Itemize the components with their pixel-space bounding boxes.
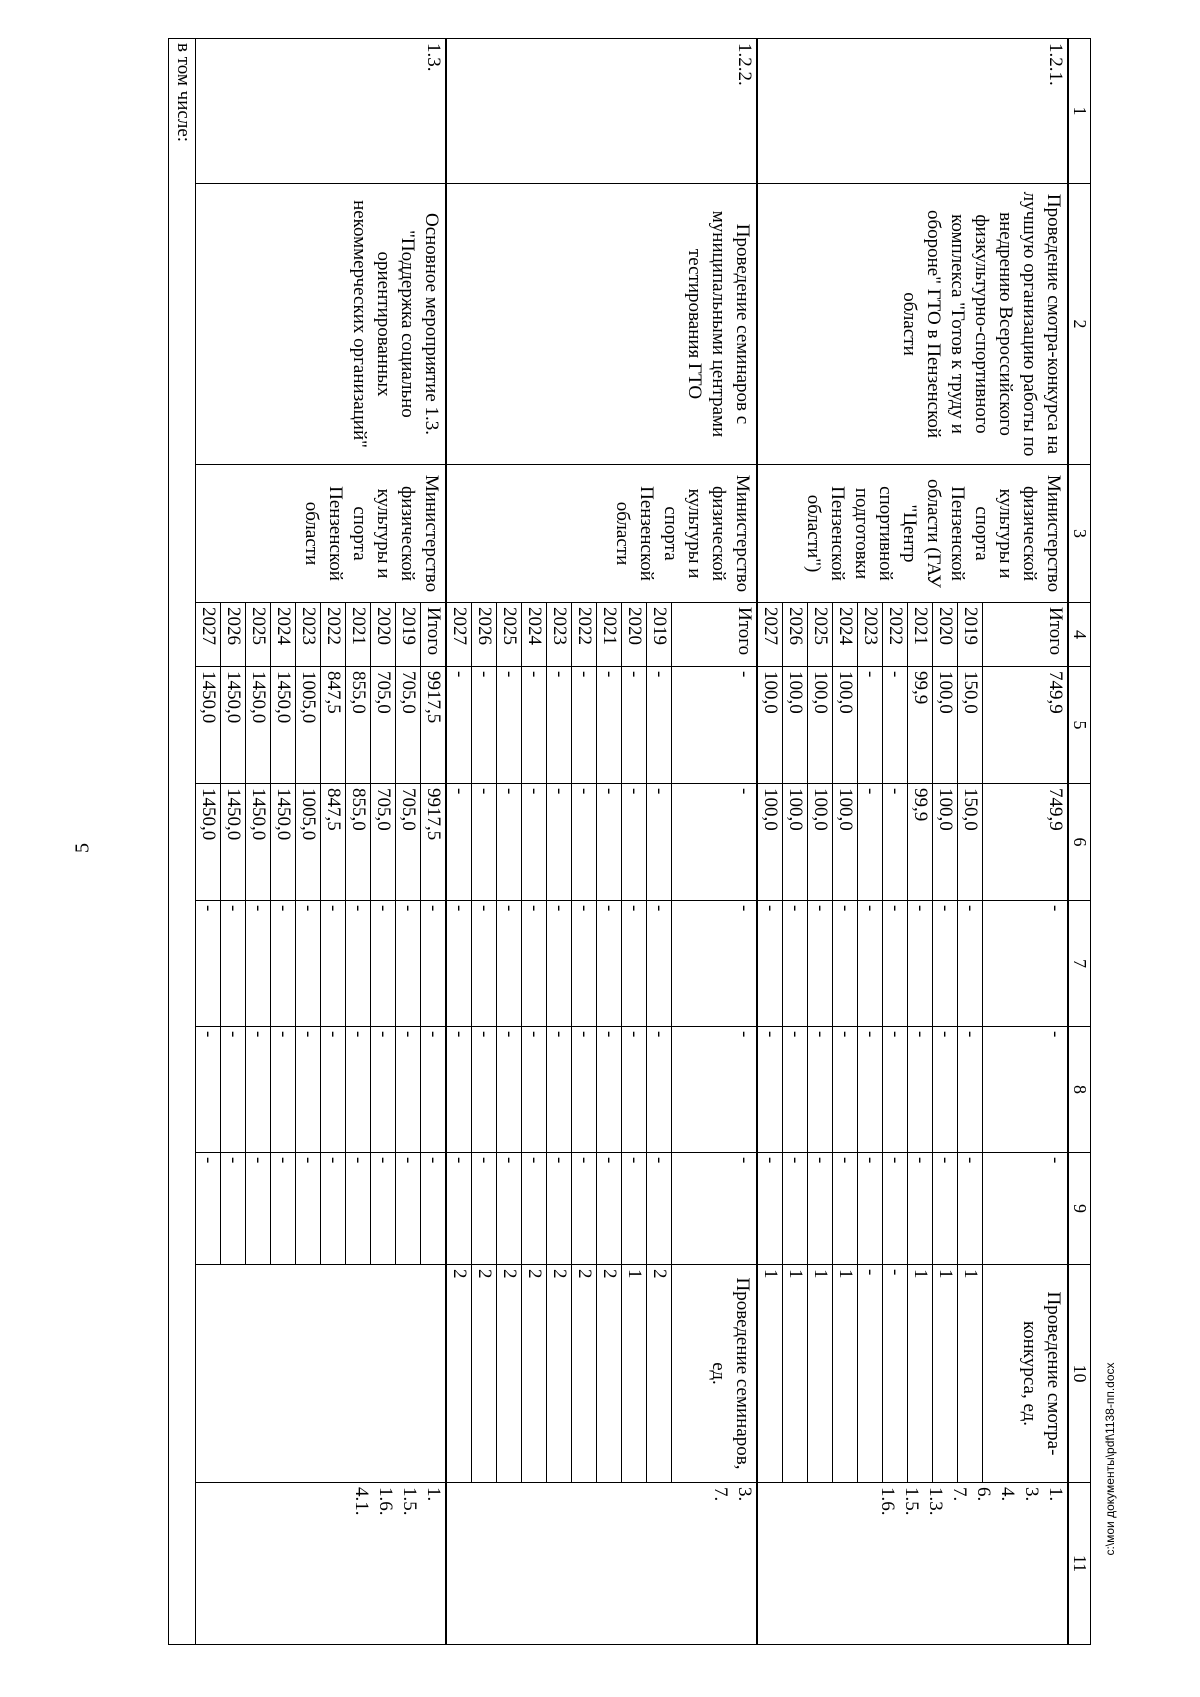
local-budget-cell: - <box>446 1027 472 1153</box>
other-sources-cell: - <box>572 1153 597 1265</box>
regional-budget-cell: 99,9 <box>908 784 933 901</box>
other-sources-cell: - <box>808 1153 833 1265</box>
local-budget-cell: - <box>808 1027 833 1153</box>
indicator-value: 2 <box>472 1265 497 1483</box>
regional-budget-cell: - <box>446 784 472 901</box>
regional-budget-cell: - <box>547 784 572 901</box>
indicator-value: 2 <box>446 1265 472 1483</box>
indicator-value: 1 <box>622 1265 647 1483</box>
indicator-value: 2 <box>647 1265 672 1483</box>
other-sources-cell: - <box>622 1153 647 1265</box>
indicator-code: 1.5. <box>399 1487 420 1516</box>
indicator-code: 1.3. <box>925 1487 946 1516</box>
year-cell: 2025 <box>808 603 833 667</box>
other-sources-cell: - <box>647 1153 672 1265</box>
measure-number: 1.2.2. <box>446 39 757 184</box>
col-label-9: 9 <box>1068 1153 1091 1265</box>
local-budget-cell: - <box>572 1027 597 1153</box>
indicator-value: 1 <box>757 1265 783 1483</box>
total-funding-cell: 100,0 <box>933 667 958 784</box>
column-number-row <box>1068 39 1091 1645</box>
total-funding-cell: 1450,0 <box>196 667 221 784</box>
other-sources-cell: - <box>246 1153 271 1265</box>
federal-budget-cell: - <box>908 901 933 1027</box>
local-budget-cell: - <box>983 1027 1069 1153</box>
total-funding-cell: 100,0 <box>808 667 833 784</box>
local-budget-cell: - <box>833 1027 858 1153</box>
measure-executor: Министерство физической культуры и спорта Пензенской области (ГАУ "Центр спортивной подготовки Пензенской области") <box>757 465 1068 603</box>
indicator-code: 1. <box>423 1487 444 1502</box>
federal-budget-cell: - <box>321 901 346 1027</box>
regional-budget-cell: 847,5 <box>321 784 346 901</box>
federal-budget-cell: - <box>933 901 958 1027</box>
local-budget-cell: - <box>346 1027 371 1153</box>
indicator-value: - <box>883 1265 908 1483</box>
indicator-code: 1.6. <box>877 1487 898 1516</box>
col-label-10: 10 <box>1068 1265 1091 1483</box>
indicator-value: 2 <box>572 1265 597 1483</box>
year-cell: 2021 <box>908 603 933 667</box>
local-budget-cell: - <box>421 1027 447 1153</box>
measure-name: Проведение смотра-конкурса на лучшую организацию работы по внедрению Всероссийского физкультурно-спортивного комплекса "Готов к труду и обороне" ГТО в Пензенской области <box>757 184 1068 465</box>
col-label-8: 8 <box>1068 1027 1091 1153</box>
indicator-value: 2 <box>522 1265 547 1483</box>
total-funding-cell: 705,0 <box>371 667 396 784</box>
total-funding-cell: 1450,0 <box>246 667 271 784</box>
year-cell: 2021 <box>597 603 622 667</box>
indicator-value: 1 <box>958 1265 983 1483</box>
total-funding-cell: 749,9 <box>983 667 1069 784</box>
total-funding-cell: - <box>472 667 497 784</box>
federal-budget-cell: - <box>983 901 1069 1027</box>
local-budget-cell: - <box>396 1027 421 1153</box>
regional-budget-cell: - <box>622 784 647 901</box>
federal-budget-cell: - <box>472 901 497 1027</box>
federal-budget-cell: - <box>757 901 783 1027</box>
indicator-name: Проведение семинаров, ед. <box>672 1265 758 1483</box>
regional-budget-cell: 705,0 <box>396 784 421 901</box>
local-budget-cell: - <box>271 1027 296 1153</box>
total-funding-cell: 9917,5 <box>421 667 447 784</box>
table-footer-row <box>169 39 196 1645</box>
measure-executor: Министерство физической культуры и спорта Пензенской области <box>446 465 757 603</box>
total-funding-cell: - <box>446 667 472 784</box>
local-budget-cell: - <box>858 1027 883 1153</box>
year-cell: 2023 <box>296 603 321 667</box>
federal-budget-cell: - <box>446 901 472 1027</box>
measure-number: 1.3. <box>196 39 447 184</box>
other-sources-cell: - <box>346 1153 371 1265</box>
other-sources-cell: - <box>672 1153 758 1265</box>
year-cell: Итого <box>672 603 758 667</box>
other-sources-cell: - <box>547 1153 572 1265</box>
other-sources-cell: - <box>908 1153 933 1265</box>
other-sources-cell: - <box>833 1153 858 1265</box>
regional-budget-cell: 855,0 <box>346 784 371 901</box>
year-cell: 2026 <box>221 603 246 667</box>
other-sources-cell: - <box>522 1153 547 1265</box>
regional-budget-cell: - <box>497 784 522 901</box>
total-funding-cell: - <box>647 667 672 784</box>
other-sources-cell: - <box>371 1153 396 1265</box>
total-funding-cell: - <box>572 667 597 784</box>
indicator-value: - <box>858 1265 883 1483</box>
federal-budget-cell: - <box>522 901 547 1027</box>
local-budget-cell: - <box>597 1027 622 1153</box>
indicator-code: 4. <box>997 1487 1018 1502</box>
federal-budget-cell: - <box>672 901 758 1027</box>
federal-budget-cell: - <box>808 901 833 1027</box>
federal-budget-cell: - <box>396 901 421 1027</box>
indicator-value: 1 <box>808 1265 833 1483</box>
regional-budget-cell: - <box>883 784 908 901</box>
program-table <box>144 38 1091 1644</box>
other-sources-cell: - <box>396 1153 421 1265</box>
federal-budget-cell: - <box>246 901 271 1027</box>
federal-budget-cell: - <box>833 901 858 1027</box>
federal-budget-cell: - <box>221 901 246 1027</box>
local-budget-cell: - <box>196 1027 221 1153</box>
total-funding-cell: 150,0 <box>958 667 983 784</box>
year-cell: 2024 <box>522 603 547 667</box>
year-cell: 2027 <box>446 603 472 667</box>
other-sources-cell: - <box>933 1153 958 1265</box>
indicator-code: 3. <box>1021 1487 1042 1502</box>
col-label-4: 4 <box>1068 603 1091 667</box>
col-label-11: 11 <box>1068 1483 1091 1645</box>
regional-budget-cell: 1450,0 <box>196 784 221 901</box>
indicator-code: 4.1. <box>351 1487 372 1516</box>
local-budget-cell: - <box>958 1027 983 1153</box>
regional-budget-cell: 1005,0 <box>296 784 321 901</box>
regional-budget-cell: 100,0 <box>783 784 808 901</box>
year-cell: 2027 <box>757 603 783 667</box>
year-cell: 2026 <box>472 603 497 667</box>
year-cell: Итого <box>983 603 1069 667</box>
total-funding-cell: 705,0 <box>396 667 421 784</box>
local-budget-cell: - <box>522 1027 547 1153</box>
local-budget-cell: - <box>472 1027 497 1153</box>
federal-budget-cell: - <box>371 901 396 1027</box>
regional-budget-cell: 100,0 <box>757 784 783 901</box>
indicator-code: 1.6. <box>375 1487 396 1516</box>
federal-budget-cell: - <box>497 901 522 1027</box>
total-funding-cell: - <box>672 667 758 784</box>
other-sources-cell: - <box>883 1153 908 1265</box>
indicator-code: 3. <box>734 1487 755 1502</box>
col-label-3: 3 <box>1068 465 1091 603</box>
year-cell: 2022 <box>321 603 346 667</box>
other-sources-cell: - <box>446 1153 472 1265</box>
local-budget-cell: - <box>622 1027 647 1153</box>
other-sources-cell: - <box>757 1153 783 1265</box>
other-sources-cell: - <box>221 1153 246 1265</box>
indicator-empty <box>196 1265 447 1483</box>
local-budget-cell: - <box>547 1027 572 1153</box>
federal-budget-cell: - <box>958 901 983 1027</box>
table-row <box>672 39 758 1645</box>
regional-budget-cell: 1450,0 <box>221 784 246 901</box>
year-cell: 2023 <box>547 603 572 667</box>
year-cell: 2025 <box>246 603 271 667</box>
federal-budget-cell: - <box>346 901 371 1027</box>
total-funding-cell: 1450,0 <box>271 667 296 784</box>
total-funding-cell: - <box>522 667 547 784</box>
total-funding-cell: 855,0 <box>346 667 371 784</box>
regional-budget-cell: - <box>522 784 547 901</box>
total-funding-cell: 100,0 <box>783 667 808 784</box>
other-sources-cell: - <box>421 1153 447 1265</box>
indicator-code: 7. <box>949 1487 970 1502</box>
indicator-name: Проведение смотра-конкурса, ед. <box>983 1265 1069 1483</box>
local-budget-cell: - <box>246 1027 271 1153</box>
federal-budget-cell: - <box>296 901 321 1027</box>
indicator-codes <box>446 1483 757 1645</box>
local-budget-cell: - <box>371 1027 396 1153</box>
federal-budget-cell: - <box>783 901 808 1027</box>
year-cell: 2019 <box>396 603 421 667</box>
measure-executor: Министерство физической культуры и спорта Пензенской области <box>196 465 447 603</box>
measure-number: 1.2.1. <box>757 39 1068 184</box>
regional-budget-cell: 150,0 <box>958 784 983 901</box>
regional-budget-cell: - <box>672 784 758 901</box>
indicator-codes <box>196 1483 447 1645</box>
local-budget-cell: - <box>296 1027 321 1153</box>
total-funding-cell: 1005,0 <box>296 667 321 784</box>
page-number: 5 <box>71 843 94 853</box>
year-cell: 2026 <box>783 603 808 667</box>
year-cell: 2019 <box>647 603 672 667</box>
indicator-value: 1 <box>783 1265 808 1483</box>
footer-file-path: c:\мои документы\pdf\1138-пп.docx <box>1103 1362 1117 1556</box>
table-row <box>421 39 447 1645</box>
regional-budget-cell: - <box>572 784 597 901</box>
local-budget-cell: - <box>672 1027 758 1153</box>
federal-budget-cell: - <box>547 901 572 1027</box>
total-funding-cell: 1450,0 <box>221 667 246 784</box>
in-that-number-label: в том числе: <box>169 39 196 1645</box>
year-cell: 2025 <box>497 603 522 667</box>
year-cell: 2021 <box>346 603 371 667</box>
col-label-5: 5 <box>1068 667 1091 784</box>
total-funding-cell: - <box>547 667 572 784</box>
indicator-code: 1. <box>1045 1487 1066 1502</box>
federal-budget-cell: - <box>647 901 672 1027</box>
other-sources-cell: - <box>296 1153 321 1265</box>
indicator-value: 2 <box>497 1265 522 1483</box>
total-funding-cell: - <box>597 667 622 784</box>
federal-budget-cell: - <box>421 901 447 1027</box>
indicator-value: 1 <box>933 1265 958 1483</box>
local-budget-cell: - <box>883 1027 908 1153</box>
year-cell: 2024 <box>271 603 296 667</box>
other-sources-cell: - <box>497 1153 522 1265</box>
total-funding-cell: 847,5 <box>321 667 346 784</box>
federal-budget-cell: - <box>271 901 296 1027</box>
year-cell: 2019 <box>958 603 983 667</box>
indicator-codes <box>757 1483 1068 1645</box>
other-sources-cell: - <box>983 1153 1069 1265</box>
regional-budget-cell: 100,0 <box>833 784 858 901</box>
year-cell: 2022 <box>572 603 597 667</box>
regional-budget-cell: - <box>647 784 672 901</box>
regional-budget-cell: 100,0 <box>808 784 833 901</box>
year-cell: 2020 <box>622 603 647 667</box>
col-label-1: 1 <box>1068 39 1091 184</box>
indicator-value: 2 <box>547 1265 572 1483</box>
year-cell: 2024 <box>833 603 858 667</box>
regional-budget-cell: 100,0 <box>933 784 958 901</box>
other-sources-cell: - <box>783 1153 808 1265</box>
measure-name: Основное мероприятие 1.3. "Поддержка социально ориентированных некоммерческих организаций" <box>196 184 447 465</box>
regional-budget-cell: 749,9 <box>983 784 1069 901</box>
other-sources-cell: - <box>597 1153 622 1265</box>
local-budget-cell: - <box>321 1027 346 1153</box>
regional-budget-cell: 705,0 <box>371 784 396 901</box>
federal-budget-cell: - <box>597 901 622 1027</box>
local-budget-cell: - <box>783 1027 808 1153</box>
federal-budget-cell: - <box>883 901 908 1027</box>
total-funding-cell: - <box>497 667 522 784</box>
col-label-2: 2 <box>1068 184 1091 465</box>
federal-budget-cell: - <box>858 901 883 1027</box>
other-sources-cell: - <box>858 1153 883 1265</box>
local-budget-cell: - <box>757 1027 783 1153</box>
federal-budget-cell: - <box>622 901 647 1027</box>
indicator-code: 6. <box>973 1487 994 1502</box>
local-budget-cell: - <box>908 1027 933 1153</box>
year-cell: 2020 <box>933 603 958 667</box>
table-row <box>983 39 1069 1645</box>
measure-name: Проведение семинаров с муниципальными центрами тестирования ГТО <box>446 184 757 465</box>
col-label-6: 6 <box>1068 784 1091 901</box>
total-funding-cell: 100,0 <box>757 667 783 784</box>
total-funding-cell: - <box>883 667 908 784</box>
local-budget-cell: - <box>647 1027 672 1153</box>
indicator-code: 1.5. <box>901 1487 922 1516</box>
other-sources-cell: - <box>271 1153 296 1265</box>
total-funding-cell: 100,0 <box>833 667 858 784</box>
other-sources-cell: - <box>958 1153 983 1265</box>
year-cell: Итого <box>421 603 447 667</box>
year-cell: 2027 <box>196 603 221 667</box>
col-label-7: 7 <box>1068 901 1091 1027</box>
total-funding-cell: 99,9 <box>908 667 933 784</box>
regional-budget-cell: 1450,0 <box>271 784 296 901</box>
other-sources-cell: - <box>321 1153 346 1265</box>
regional-budget-cell: - <box>597 784 622 901</box>
local-budget-cell: - <box>933 1027 958 1153</box>
indicator-value: 1 <box>833 1265 858 1483</box>
year-cell: 2022 <box>883 603 908 667</box>
other-sources-cell: - <box>196 1153 221 1265</box>
indicator-code: 7. <box>710 1487 731 1502</box>
regional-budget-cell: 1450,0 <box>246 784 271 901</box>
federal-budget-cell: - <box>572 901 597 1027</box>
total-funding-cell: - <box>622 667 647 784</box>
year-cell: 2020 <box>371 603 396 667</box>
local-budget-cell: - <box>221 1027 246 1153</box>
indicator-value: 1 <box>908 1265 933 1483</box>
regional-budget-cell: - <box>472 784 497 901</box>
federal-budget-cell: - <box>196 901 221 1027</box>
total-funding-cell: - <box>858 667 883 784</box>
year-cell: 2023 <box>858 603 883 667</box>
local-budget-cell: - <box>497 1027 522 1153</box>
regional-budget-cell: 9917,5 <box>421 784 447 901</box>
indicator-value: 2 <box>597 1265 622 1483</box>
other-sources-cell: - <box>472 1153 497 1265</box>
regional-budget-cell: - <box>858 784 883 901</box>
